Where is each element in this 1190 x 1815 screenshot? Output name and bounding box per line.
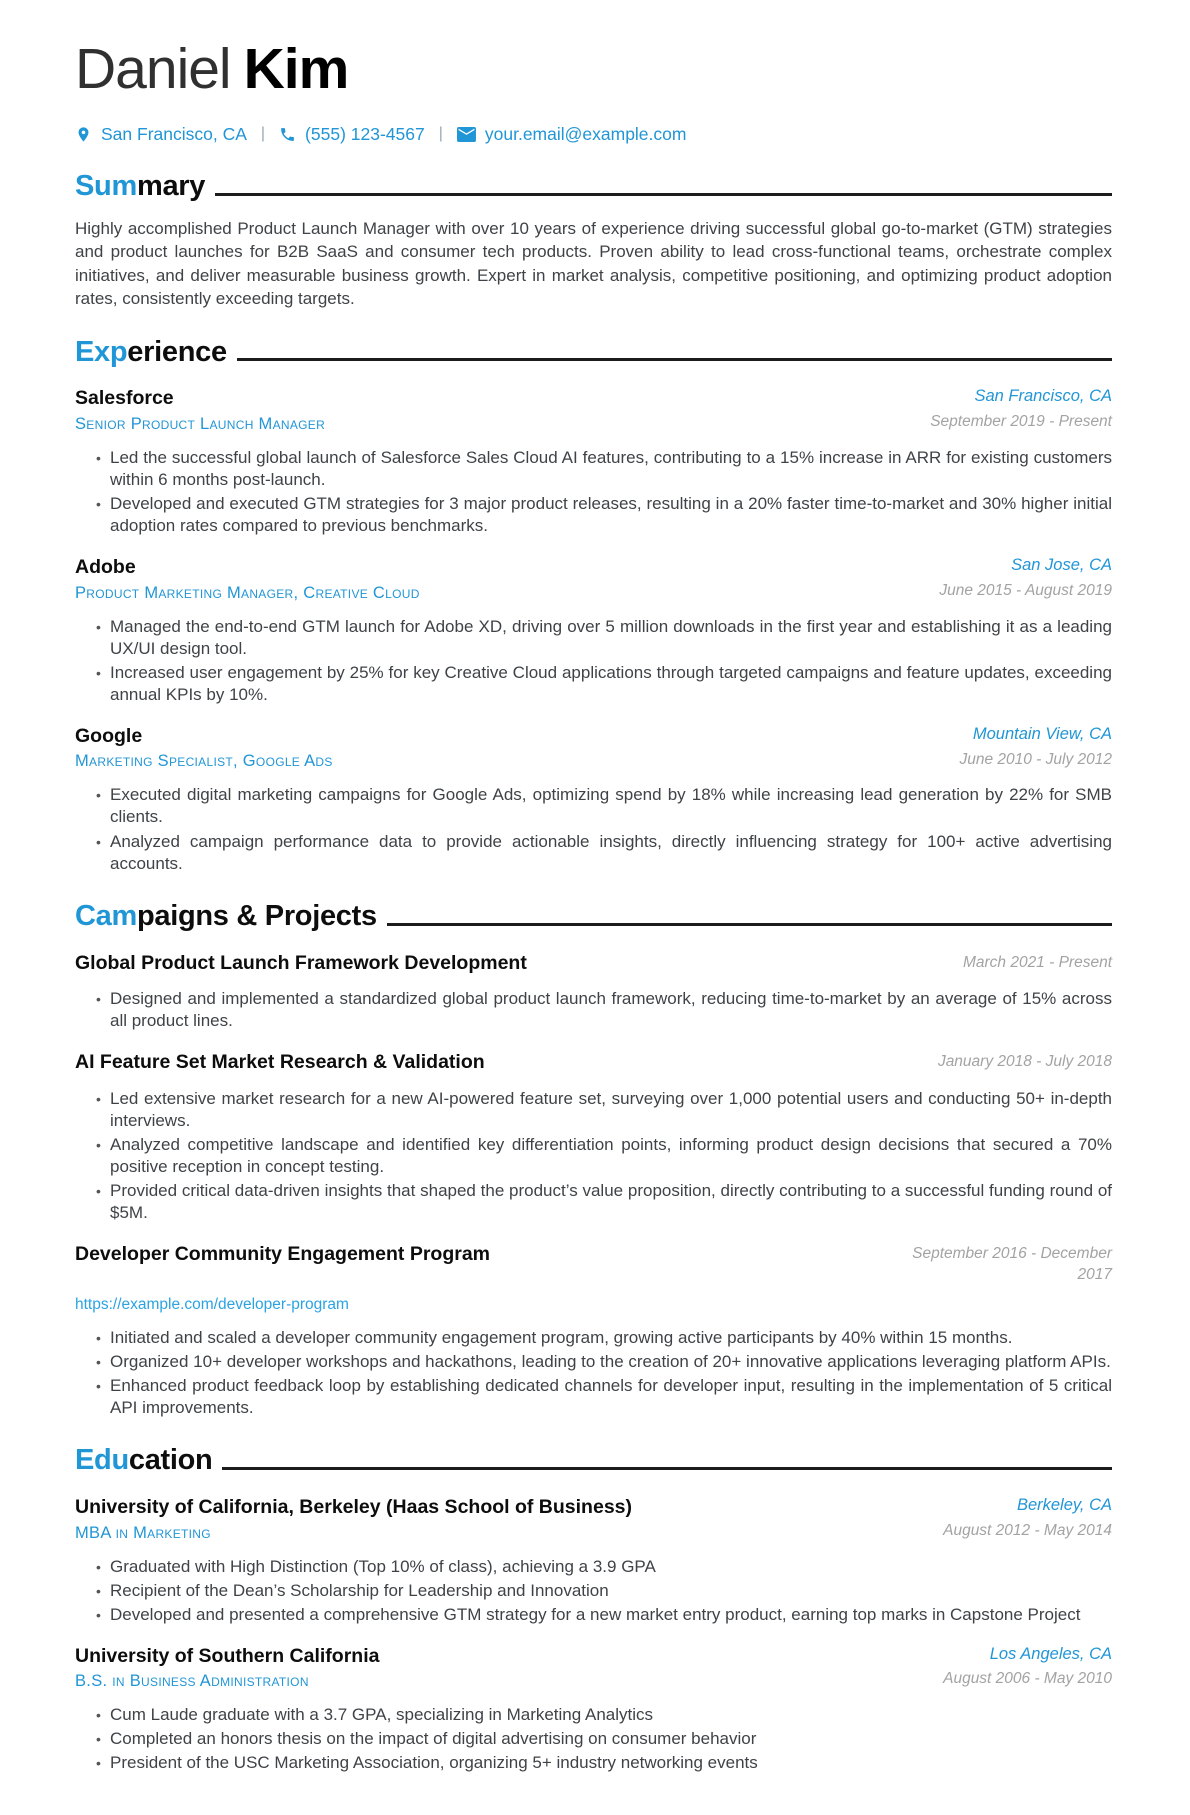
project-dates: January 2018 - July 2018 — [937, 1053, 1112, 1071]
project-entry-framework — [75, 951, 1112, 1033]
school-name: University of Southern California — [75, 1644, 380, 1667]
project-dates: September 2016 - December 2017 — [912, 1245, 1112, 1283]
education-entry-berkeley — [75, 1495, 1112, 1626]
contact-email — [457, 124, 687, 145]
experience-title-accent: Exp — [75, 335, 128, 368]
education-title-rest: cation — [128, 1444, 213, 1477]
projects-heading — [75, 901, 1112, 933]
project-name: Developer Community Engagement Program — [75, 1243, 491, 1266]
last-name: Kim — [243, 37, 349, 101]
contact-row — [75, 124, 1112, 145]
bullet-item: • Managed the end-to-end GTM launch for Adobe XD, driving over 5 million downloads in the first year and establishing it as a leading UX/UI design tool. — [75, 616, 1112, 660]
company-name: Salesforce — [75, 387, 174, 410]
education-bullets — [75, 1556, 1112, 1626]
first-name: Daniel — [75, 37, 231, 101]
job-bullets — [75, 447, 1112, 537]
school-location: Berkeley, CA — [1016, 1496, 1112, 1515]
project-bullets — [75, 1327, 1112, 1419]
section-projects — [75, 901, 1112, 1420]
education-title-accent: Edu — [75, 1444, 129, 1477]
bullet-item: • Cum Laude graduate with a 3.7 GPA, specializing in Marketing Analytics — [75, 1704, 1112, 1726]
job-title: Marketing Specialist, Google Ads — [75, 752, 333, 771]
job-location: Mountain View, CA — [972, 724, 1112, 743]
job-title: Senior Product Launch Manager — [75, 414, 326, 433]
bullet-item: • President of the USC Marketing Association, organizing 5+ industry networking events — [75, 1752, 1112, 1774]
contact-location-text: San Francisco, CA — [101, 123, 247, 144]
project-name: Global Product Launch Framework Development — [75, 951, 527, 974]
contact-email-text: your.email@example.com — [484, 123, 687, 144]
school-dates: August 2012 - May 2014 — [943, 1521, 1112, 1539]
heading-rule — [222, 1467, 1112, 1470]
heading-rule — [237, 358, 1112, 361]
degree: B.S. in Business Administration — [75, 1672, 309, 1691]
company-name: Adobe — [75, 556, 136, 579]
school-name: University of California, Berkeley (Haas School of Business) — [75, 1496, 632, 1519]
education-bullets — [75, 1704, 1112, 1774]
resume-header — [75, 37, 1112, 145]
summary-title-rest: mary — [136, 169, 206, 202]
summary-heading — [75, 171, 1112, 203]
heading-rule — [387, 923, 1112, 926]
experience-heading — [75, 337, 1112, 369]
school-location: Los Angeles, CA — [989, 1644, 1112, 1663]
bullet-item: • Graduated with High Distinction (Top 10% of class), achieving a 3.9 GPA — [75, 1556, 1112, 1578]
job-title: Product Marketing Manager, Creative Cloud — [75, 583, 420, 602]
bullet-item: • Developed and executed GTM strategies for 3 major product releases, resulting in a 20% faster time-to-market and 30% higher initial adoption rates compared to previous benchmarks. — [75, 493, 1112, 537]
summary-title-accent: Sum — [75, 169, 137, 202]
experience-entry-salesforce — [75, 386, 1112, 537]
project-name: AI Feature Set Market Research & Validation — [75, 1051, 485, 1074]
project-entry-developer-program — [75, 1242, 1112, 1419]
job-location: San Francisco, CA — [974, 387, 1112, 406]
contact-separator: | — [260, 125, 266, 143]
bullet-item: • Developed and presented a comprehensive GTM strategy for a new market entry product, earning top marks in Capstone Project — [75, 1604, 1112, 1626]
bullet-item: • Executed digital marketing campaigns for Google Ads, optimizing spend by 18% while increasing lead generation by 22% for SMB clients. — [75, 784, 1112, 828]
bullet-item: • Recipient of the Dean’s Scholarship for Leadership and Innovation — [75, 1580, 1112, 1602]
project-link[interactable]: https://example.com/developer-program — [75, 1295, 349, 1313]
bullet-item: • Led extensive market research for a new AI-powered feature set, surveying over 1,000 potential users and conducting 50+ in-depth interviews. — [75, 1088, 1112, 1132]
job-location: San Jose, CA — [1011, 556, 1112, 575]
project-entry-ai-research — [75, 1050, 1112, 1224]
education-entry-usc — [75, 1644, 1112, 1775]
location-pin-icon — [75, 125, 92, 144]
bullet-item: • Completed an honors thesis on the impact of digital advertising on consumer behavior — [75, 1728, 1112, 1750]
bullet-item: • Organized 10+ developer workshops and hackathons, leading to the creation of 20+ innovative applications leveraging platform APIs. — [75, 1351, 1112, 1373]
summary-text: Highly accomplished Product Launch Manager with over 10 years of experience driving successful global go-to-market (GTM) strategies and product launches for B2B SaaS and consumer tech products. Proven ability to lead cross-functional teams, orchestrate complex initiatives, and deliver measurable business growth. Expert in market analysis, competitive positioning, and optimizing product adoption rates, consistently exceeding targets. — [75, 218, 1112, 309]
bullet-item: • Enhanced product feedback loop by establishing dedicated channels for developer input, resulting in the implementation of 5 critical API improvements. — [75, 1375, 1112, 1419]
degree: MBA in Marketing — [75, 1523, 211, 1542]
envelope-icon — [457, 127, 476, 142]
project-dates: March 2021 - Present — [962, 953, 1112, 971]
job-dates: June 2010 - July 2012 — [959, 750, 1112, 768]
job-bullets — [75, 784, 1112, 874]
project-bullets — [75, 988, 1112, 1032]
bullet-item: • Analyzed campaign performance data to provide actionable insights, directly influencing strategy for 100+ active advertising accounts. — [75, 831, 1112, 875]
projects-title-rest: paigns & Projects — [136, 899, 377, 932]
contact-location — [75, 124, 247, 145]
project-bullets — [75, 1088, 1112, 1225]
contact-phone-text: (555) 123-4567 — [305, 123, 425, 144]
candidate-name — [75, 37, 1112, 101]
contact-phone — [279, 124, 425, 145]
heading-rule — [215, 193, 1112, 196]
contact-separator: | — [438, 125, 443, 143]
section-experience — [75, 337, 1112, 875]
education-heading — [75, 1445, 1112, 1477]
job-bullets — [75, 616, 1112, 706]
job-dates: September 2019 - Present — [930, 413, 1112, 431]
experience-entry-adobe — [75, 555, 1112, 706]
job-dates: June 2015 - August 2019 — [939, 581, 1112, 599]
section-summary — [75, 171, 1112, 311]
bullet-item: • Provided critical data-driven insights that shaped the product’s value proposition, directly contributing to a successful funding round of $5M. — [75, 1180, 1112, 1224]
experience-title-rest: erience — [127, 335, 227, 368]
bullet-item: • Designed and implemented a standardized global product launch framework, reducing time-to-market by an average of 15% across all product lines. — [75, 988, 1112, 1032]
bullet-item: • Analyzed competitive landscape and identified key differentiation points, informing product design decisions that secured a 70% positive reception in concept testing. — [75, 1134, 1112, 1178]
bullet-item: • Initiated and scaled a developer community engagement program, growing active participants by 40% within 15 months. — [75, 1327, 1112, 1349]
phone-icon — [279, 126, 296, 143]
experience-entry-google — [75, 724, 1112, 875]
school-dates: August 2006 - May 2010 — [943, 1670, 1112, 1688]
bullet-item: • Increased user engagement by 25% for key Creative Cloud applications through targeted campaigns and feature updates, exceeding annual KPIs by 10%. — [75, 662, 1112, 706]
company-name: Google — [75, 724, 143, 747]
section-education — [75, 1445, 1112, 1774]
projects-title-accent: Cam — [75, 899, 137, 932]
bullet-item: • Led the successful global launch of Salesforce Sales Cloud AI features, contributing to a 15% increase in ARR for existing customers within 6 months post-launch. — [75, 447, 1112, 491]
